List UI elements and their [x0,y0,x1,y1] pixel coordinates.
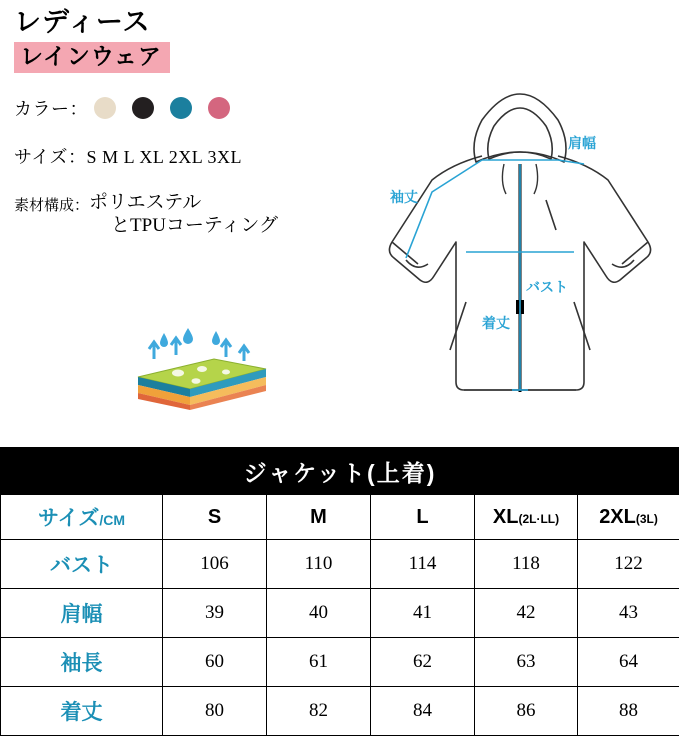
table-title: ジャケット(上着) [1,448,679,495]
material-label: 素材構成： [14,191,89,215]
cell-length-xl: 86 [475,687,578,736]
header-size-unit: /CM [99,512,125,528]
color-swatch-teal[interactable] [170,97,192,119]
cell-shoulder-xl: 42 [475,589,578,638]
header-col-xl-sup: (2L·LL) [518,512,559,526]
header-col-2xl [578,495,679,540]
table-row [1,638,679,687]
cell-length-m: 82 [267,687,371,736]
callout-bust: バスト [526,279,568,295]
jacket-illustration [370,60,670,435]
cell-length-l: 84 [371,687,475,736]
header-col-s [163,495,267,540]
page-subtitle-highlight [14,42,170,72]
material-line-2: とTPUコーティング [89,214,278,238]
table-title-row [1,448,679,495]
cell-length-2xl: 88 [578,687,679,736]
fabric-layers-illustration [130,325,270,410]
size-table [0,447,679,736]
cell-shoulder-m: 40 [267,589,371,638]
color-swatch-black[interactable] [132,97,154,119]
cell-bust-l: 114 [371,540,475,589]
color-swatch-pink[interactable] [208,97,230,119]
row-label-sleeve: 袖長 [1,638,163,687]
size-table-wrapper [0,447,679,736]
cell-sleeve-m: 61 [267,638,371,687]
row-label-length: 着丈 [1,687,163,736]
header-col-l-label: L [416,506,428,528]
cell-bust-s: 106 [163,540,267,589]
cell-shoulder-l: 41 [371,589,475,638]
cell-bust-2xl: 122 [578,540,679,589]
cell-bust-xl: 118 [475,540,578,589]
water-drop-group [160,328,220,347]
table-row [1,540,679,589]
material-value [89,191,278,239]
header-col-2xl-sup: (3L) [636,512,658,526]
material-row [14,191,364,239]
callout-sleeve: 袖丈 [390,189,418,205]
header-col-l [371,495,475,540]
measurement-lines [406,160,584,390]
header-col-2xl-label: 2XL [599,506,636,528]
header-col-m [267,495,371,540]
product-info-block [14,6,364,238]
table-row [1,687,679,736]
header-col-xl-label: XL [493,506,519,528]
page-title: レディース [14,6,364,38]
cell-sleeve-s: 60 [163,638,267,687]
header-size-label [1,495,163,540]
callout-length: 着丈 [482,315,510,331]
cell-sleeve-l: 62 [371,638,475,687]
cell-sleeve-xl: 63 [475,638,578,687]
table-row [1,589,679,638]
measurement-labels [390,135,596,331]
row-label-bust: バスト [1,540,163,589]
page-subtitle: レインウェア [20,44,162,69]
cell-shoulder-s: 39 [163,589,267,638]
cell-sleeve-2xl: 64 [578,638,679,687]
color-swatch-beige[interactable] [94,97,116,119]
callout-shoulder: 肩幅 [568,135,596,151]
header-col-m-label: M [310,506,327,528]
cell-bust-m: 110 [267,540,371,589]
cell-length-s: 80 [163,687,267,736]
color-swatch-list [94,97,246,119]
fabric-layer-stack [138,359,266,410]
header-col-s-label: S [208,506,221,528]
header-col-xl [475,495,578,540]
size-list-label: サイズ：S M L XL 2XL 3XL [14,143,364,169]
table-header-row [1,495,679,540]
cell-shoulder-2xl: 43 [578,589,679,638]
row-label-shoulder: 肩幅 [1,589,163,638]
color-label: カラー： [14,95,88,121]
material-line-1: ポリエステル [89,192,201,213]
header-size-text: サイズ [38,507,99,530]
color-row [14,95,364,121]
